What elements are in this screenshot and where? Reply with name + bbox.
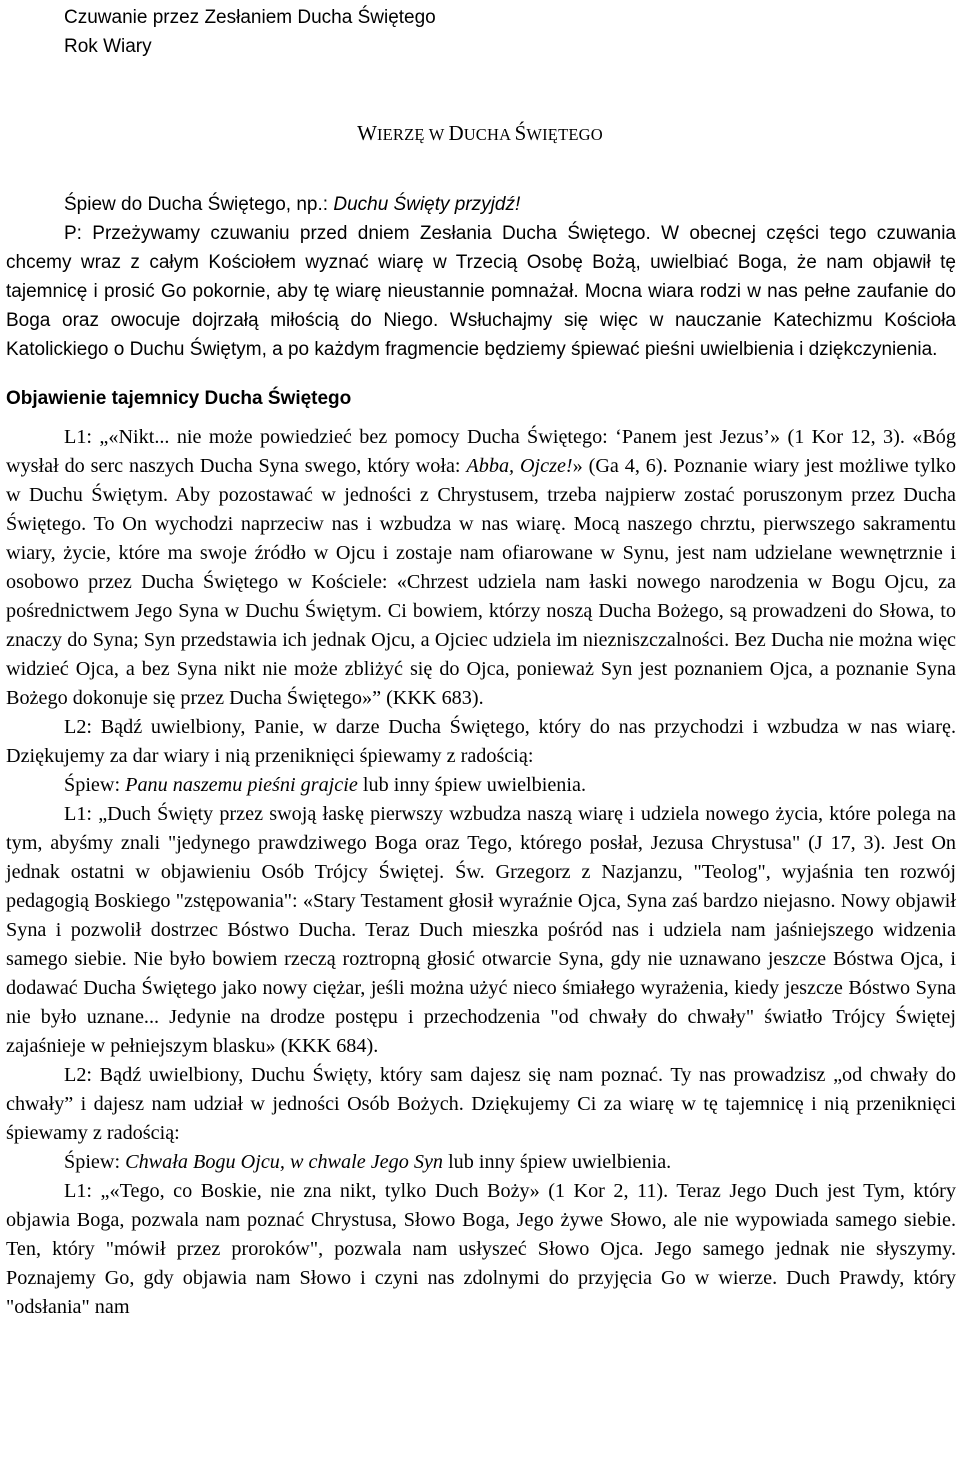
song2-suffix: lub inny śpiew uwielbienia. <box>443 1151 672 1173</box>
reader1-paragraph-2: L1: „Duch Święty przez swoją łaskę pierwszy wzbudza naszą wiarę i udziela nowego życia, które polega na tym, abyśmy znali "jedynego prawdziwego Boga oraz Tego, którego posłał, Jezusa Chrystusa" (J 17, 3). Jest On jednak ostatni w objawieniu Osób Trójcy Świętej. Św. Grzegorz z Nazjanzu, "Teolog", wyjaśnia ten rozwój pedagogią Boskiego "zstępowania": «Stary Testament głosił wyraźnie Ojca, Syna zaś bardzo niejasno. Nowy objawił Syna i pozwolił dostrzec Bóstwo Ducha. Teraz Duch mieszka pośród nas i udziela nam jaśniejszego widzenia samego siebie. Nie było bowiem rzeczą roztropną głosić otwarcie Syna, gdy nie uznawano jeszcze Bóstwa Ojca, i dodawać Ducha Świętego jako nowy ciężar, jeśli można użyć nieco śmiałego wyrażenia, kiedy jeszcze Bóstwo Syna nie było uznane... Jedynie na drodze postępu i przechodzenia "od chwały do chwały" światło Trójcy Świętej zajaśnieje w pełniejszym blasku» (KKK 684). <box>6 803 956 1057</box>
song2-title: Chwała Bogu Ojcu, w chwale Jego Syn <box>125 1151 444 1173</box>
title-small-3: WIĘTEGO <box>526 125 603 144</box>
reader2-paragraph-2: L2: Bądź uwielbiony, Duchu Święty, który sam dajesz się nam poznać. Ty nas prowadzisz „od chwały do chwały” i dajesz nam udział w jedności Osób Bożych. Dziękujemy Ci za wiarę w tę tajemnicę i nią przeniknięci śpiewamy z radością: <box>6 1064 956 1144</box>
title-letter-2: D <box>448 121 464 145</box>
document-body <box>6 190 956 1322</box>
song2-prefix: Śpiew: <box>64 1151 126 1173</box>
reader1-p1-italic-abba: Abba, <box>466 455 515 477</box>
reader1-p1-start: L1: „«Nikt... nie może powiedzieć bez pomocy Ducha Świętego: ‘Panem jest Jezus’» (1 Kor 12, 3). «Bóg wysłał do serc naszych Ducha Syna swego, który woła: <box>6 426 956 477</box>
reader1-p1-end: » (Ga 4, 6). Poznanie wiary jest możliwe tylko w Duchu Świętym. Aby pozostawać w jedności z Chrystusem, trzeba najpierw zostać poruszonym przez Ducha Świętego. To On wychodzi naprzeciw nas i wzbudza w nas wiarę. Mocą naszego chrztu, pierwszego sakramentu wiary, życie, które ma swoje źródło w Ojcu i zostaje nam ofiarowane w Synu, jest nam udzielane wewnętrznie i osobowo przez Ducha Świętego w Kościele: «Chrzest udziela nam łaski nowego narodzenia w Bogu Ojcu, za pośrednictwem Jego Syna w Duchu Świętym. Ci bowiem, którzy noszą Ducha Bożego, są prowadzeni do Słowa, to znaczy do Syna; Syn przedstawia ich jednak Ojcu, a Ojciec udziela im niezniszczalności. Bez Ducha nie można więc widzieć Ojca, a bez Syna nikt nie może zbliżyć się do Ojca, ponieważ Syn jest poznaniem Ojca, a poznanie Syna Bożego dokonuje się przez Ducha Świętego»” (KKK 683). <box>6 455 956 709</box>
song1-title: Panu naszemu pieśni grajcie <box>125 774 358 796</box>
song1-suffix: lub inny śpiew uwielbienia. <box>357 774 587 796</box>
song1-prefix: Śpiew: <box>64 774 126 796</box>
intro-song-prefix: Śpiew do Ducha Świętego, np.: <box>64 194 334 215</box>
title-small-2: UCHA <box>463 125 515 144</box>
document-header <box>64 3 436 61</box>
intro-paragraph: P: Przeżywamy czuwaniu przed dniem Zesłania Ducha Świętego. W obecnej części tego czuwania chcemy wraz z całym Kościołem wyznać wiarę w Trzecią Osobę Bożą, uwielbiać Boga, że nam objawił tę tajemnicę i prosić Go pokornie, aby tę wiarę nieustannie pomnażał. Mocna wiara rodzi w nas pełne zaufanie do Boga oraz owocuje dojrzałą miłością do Niego. Wsłuchajmy się więc w nauczanie Katechizmu Kościoła Katolickiego o Duchu Świętym, a po każdym fragmencie będziemy śpiewać pieśni uwielbienia i dziękczynienia. <box>6 223 956 360</box>
document-title <box>0 116 960 152</box>
reader1-p1-italic-ojcze: Ojcze! <box>519 455 573 477</box>
intro-song-line <box>6 190 956 219</box>
song-line-2 <box>6 1148 956 1177</box>
title-letter-1: W <box>357 121 377 145</box>
header-line-2: Rok Wiary <box>64 36 152 57</box>
song-line-1 <box>6 771 956 800</box>
title-small-1: IERZĘ W <box>376 125 449 144</box>
reader1-paragraph-3: L1: „«Tego, co Boskie, nie zna nikt, tylko Duch Boży» (1 Kor 2, 11). Teraz Jego Duch jest Tym, który objawia Boga, pozwala nam poznać Chrystusa, Słowo Boga, Jego żywe Słowo, ale nie wypowiada samego siebie. Ten, który "mówił przez proroków", pozwala nam usłyszeć Słowo Ojca. Jego samego jednak nie słyszymy. Poznajemy Go, gdy objawia nam Słowo i czyni nas zdolnymi do przyjęcia Go w wierze. Duch Prawdy, który "odsłania" nam <box>6 1180 956 1318</box>
section-heading: Objawienie tajemnicy Ducha Świętego <box>6 388 352 409</box>
reader2-paragraph-1: L2: Bądź uwielbiony, Panie, w darze Ducha Świętego, który do nas przychodzi i wzbudza w nas wiarę. Dziękujemy za dar wiary i nią przeniknięci śpiewamy z radością: <box>6 716 956 767</box>
intro-song-title: Duchu Święty przyjdź! <box>333 194 521 215</box>
header-line-1: Czuwanie przez Zesłaniem Ducha Świętego <box>64 7 436 28</box>
reader1-paragraph-1 <box>6 423 956 713</box>
title-letter-3: Ś <box>514 121 527 145</box>
